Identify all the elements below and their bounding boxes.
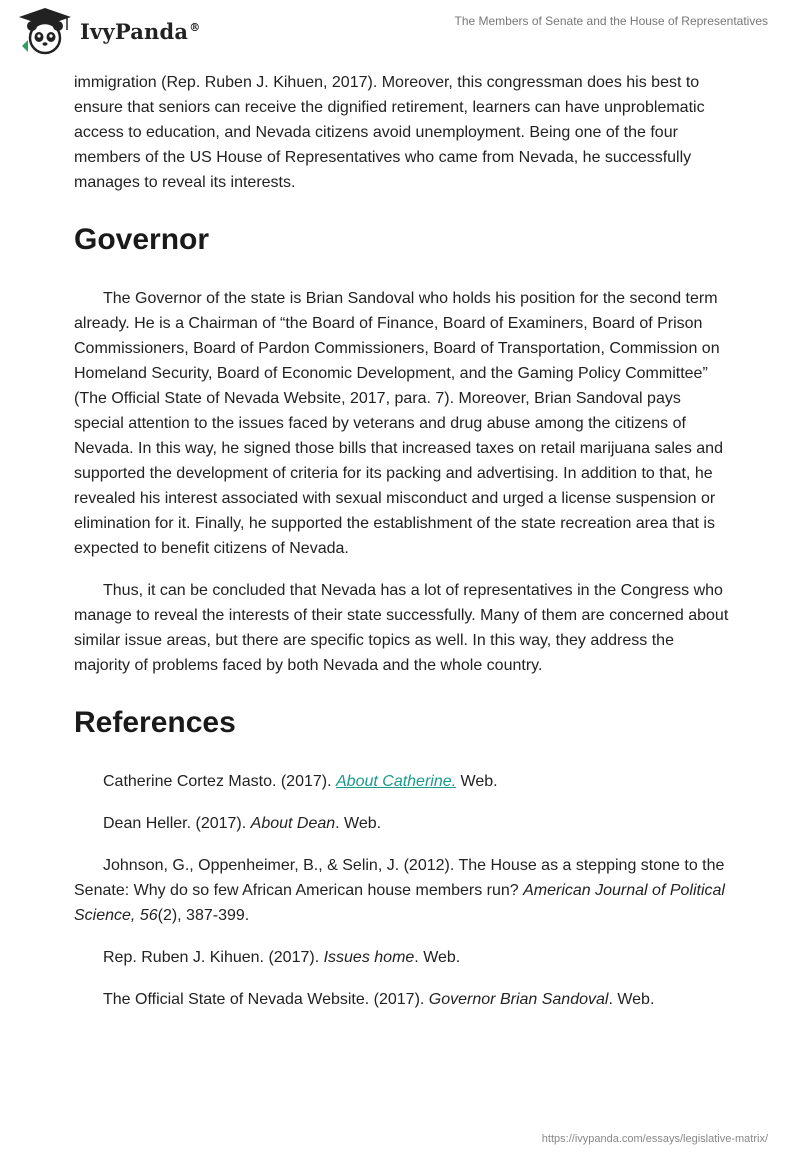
reference-item: The Official State of Nevada Website. (2017). Governor Brian Sandoval. Web.: [103, 991, 655, 1008]
ivypanda-logo[interactable]: [16, 6, 200, 56]
reference-list: [74, 769, 734, 1012]
document-title: The Members of Senate and the House of Representatives: [454, 14, 768, 28]
paragraph-governor: The Governor of the state is Brian Sandoval who holds his position for the second term already. He is a Chairman of “the Board of Finance, Board of Examiners, Board of Prison Commissioners, Board of Pardon Commissioners, Board of Transportation, Commission on Homeland Security, Board of Economic Development, and the Gaming Policy Committee” (The Official State of Nevada Website, 2017, para. 7). Moreover, Brian Sandoval pays special attention to the issues faced by veterans and drug abuse among the citizens of Nevada. In this way, he signed those bills that increased taxes on retail marijuana sales and supported the development of criteria for its packing and advertising. In addition to that, he revealed his interest associated with sexual misconduct and urged a license suspension or elimination for it. Finally, he supported the establishment of the state recreation area that is expected to benefit citizens of Nevada.: [74, 290, 723, 557]
essay-content: [74, 70, 734, 1029]
paragraph-continued: immigration (Rep. Ruben J. Kihuen, 2017). Moreover, this congressman does his best to ensure that seniors can receive the dignified retirement, learners can have unproblematic access to education, and Nevada citizens avoid unemployment. Being one of the four members of the US House of Representatives who came from Nevada, he successfully manages to reveal its interests.: [74, 74, 705, 191]
reference-item: Johnson, G., Oppenheimer, B., & Selin, J. (2012). The House as a stepping stone to the Senate: Why do so few African American house members run? American Journal of Political Science, 56(2), 387-399.: [74, 857, 725, 924]
reference-link[interactable]: About Catherine.: [336, 773, 457, 790]
heading-references: References: [74, 706, 236, 739]
reference-item: Rep. Ruben J. Kihuen. (2017). Issues home. Web.: [103, 949, 461, 966]
reference-item: Catherine Cortez Masto. (2017). About Catherine. Web.: [103, 773, 498, 790]
brand-name: IvyPanda®: [80, 18, 201, 44]
page-header: [0, 0, 800, 64]
reference-item: Dean Heller. (2017). About Dean. Web.: [103, 815, 382, 832]
footer-url[interactable]: https://ivypanda.com/essays/legislative-matrix/: [541, 1133, 768, 1145]
panda-logo-icon: [16, 6, 74, 56]
paragraph-conclusion: Thus, it can be concluded that Nevada has a lot of representatives in the Congress who manage to reveal the interests of their state successfully. Many of them are concerned about similar issue areas, but there are specific topics as well. In this way, they address the majority of problems faced by both Nevada and the whole country.: [74, 582, 729, 674]
heading-governor: Governor: [74, 223, 210, 256]
